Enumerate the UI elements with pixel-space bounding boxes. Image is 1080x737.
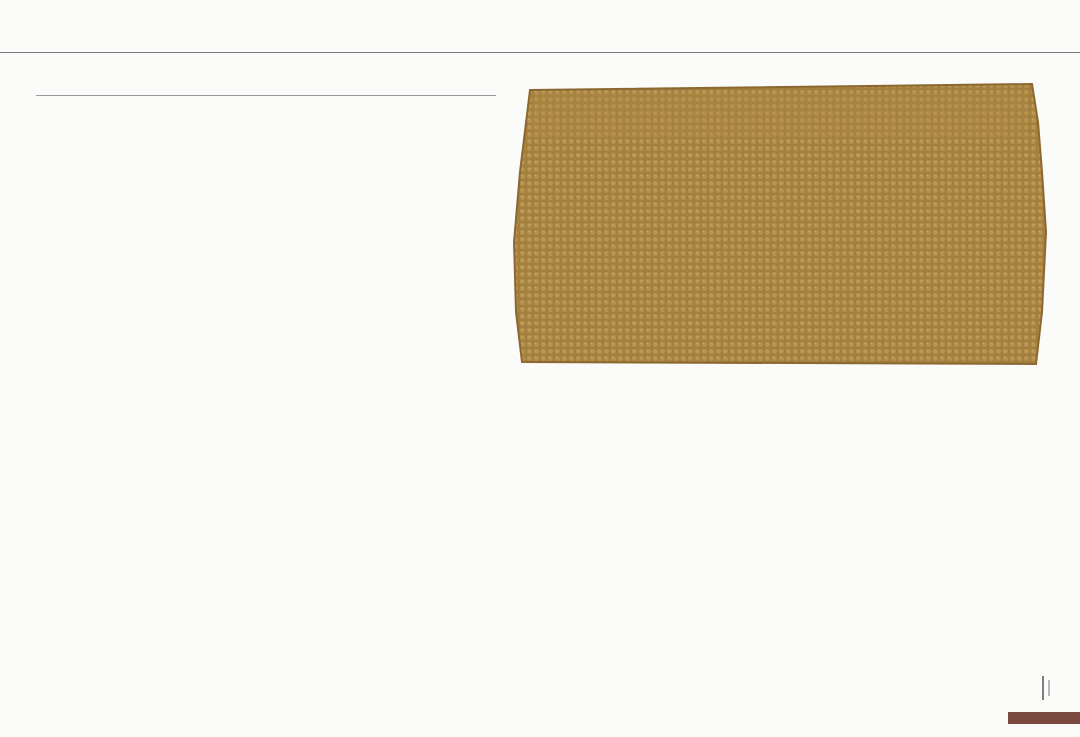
binding-marks xyxy=(1040,676,1054,700)
page-accent-bar xyxy=(1008,712,1080,724)
swatch-photo xyxy=(512,82,1048,370)
stitch-chart xyxy=(585,405,855,705)
title-rule xyxy=(36,95,496,96)
header-rule xyxy=(0,52,1080,53)
